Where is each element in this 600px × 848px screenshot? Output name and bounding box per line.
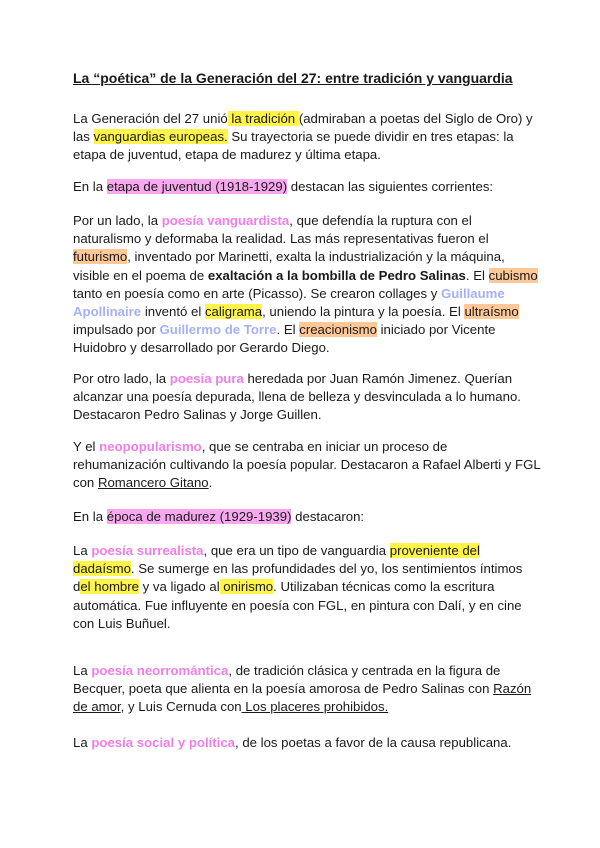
text: , de tradición clásica y centrada en la figura de Becquer, poeta que alienta en la poesía amorosa de Pedro Salinas con (73, 663, 501, 697)
text: . Utilizaban técnicas como la escritura automática. Fue influyente en poesía con FGL, en pintura con Dalí, y en cine con Luis Buñuel. (73, 579, 522, 631)
keyword-guillermo-de-torre: Guillermo de Torre (159, 322, 277, 338)
document-title: La “poética” de la Generación del 27: entre tradición y vanguardia (73, 70, 513, 86)
text: , de los poetas a favor de la causa republicana. (235, 735, 512, 750)
highlight-onirismo: onirismo (219, 579, 274, 595)
text: heredada por Juan Ramón Jimenez. Querían alcanzar una poesía depurada, llena de belleza y desvinculada a lo humano. Destacaron Pedro Salinas y Jorge Guillen. (73, 371, 521, 423)
underlined-razon-de-amor: Razón de amor (73, 681, 532, 715)
keyword-apollinaire: Guillaume Apollinaire (73, 285, 505, 320)
text: destacaron: (291, 509, 365, 524)
keyword-poesia-pura: poesía pura (169, 371, 244, 386)
text: (admiraban a poetas del Siglo de Oro) y las (73, 111, 533, 145)
highlight-dadaismo: proveniente del dadaísmo (73, 543, 480, 577)
vanguardista-paragraph (73, 212, 543, 358)
text: , que defendía la ruptura con el naturalismo y deformaba la realidad. Las más representativas fueron el (73, 213, 489, 247)
text: , que era un tipo de vanguardia (203, 543, 390, 558)
text: La (73, 663, 92, 678)
highlight-creacionismo: creacionismo (299, 322, 377, 338)
text: Y el (73, 439, 100, 454)
highlight-futurismo: futurismo (73, 249, 128, 265)
text: En la (73, 509, 107, 524)
text: y va ligado al (139, 579, 220, 595)
text: destacan las siguientes corrientes: (287, 179, 494, 194)
keyword-poesia-neoromantica: poesía neorromántica (91, 663, 229, 678)
text: . (208, 475, 213, 491)
text: tanto en poesía como en arte (Picasso). Se crearon collages y (73, 285, 441, 301)
neopopularismo-paragraph (73, 438, 543, 493)
text: Por un lado, la (73, 213, 162, 228)
text: . Se sumerge en las profundidades del yo, los sentimientos íntimos d (73, 561, 523, 595)
highlight-ultraismo: ultraísmo (464, 304, 519, 320)
text: inventó el (141, 304, 205, 320)
highlight-caligrama: caligrama (204, 304, 263, 320)
madurez-paragraph (73, 508, 543, 526)
highlight-el-hombre: el hombre (80, 579, 139, 595)
poesia-pura-paragraph (73, 370, 543, 425)
text: La (73, 543, 92, 558)
underlined-los-placeres-prohibidos: Los placeres prohibidos. (241, 699, 389, 715)
keyword-neopopularismo: neopopularismo (99, 439, 202, 454)
text: Por otro lado, la (73, 371, 170, 386)
text: Su trayectoria se puede dividir en tres etapas: la etapa de juventud, etapa de madurez y última etapa. (73, 129, 514, 163)
text: iniciado por Vicente Huidobro y desarrollado por Gerardo Diego. (73, 322, 496, 356)
text: , inventado por Marinetti, exalta la industrialización y la máquina, visible en el poema de (73, 249, 505, 283)
highlight-tradicion: la tradición (227, 111, 299, 126)
keyword-poesia-vanguardista: poesía vanguardista (161, 213, 290, 228)
text: En la (73, 179, 107, 194)
keyword-poesia-social-politica: poesía social y política (91, 735, 235, 750)
text: La (73, 735, 92, 750)
intro-paragraph (73, 110, 543, 165)
neoromantica-paragraph (73, 662, 543, 717)
text: La Generación del 27 unió (73, 111, 228, 126)
highlight-vanguardias: vanguardias europeas. (93, 129, 228, 145)
text: impulsado por (73, 322, 160, 338)
text: , que se centraba en iniciar un proceso de rehumanización cultivando la poesía popular. Destacaron a Rafael Alberti y FGL con (73, 439, 541, 491)
text: . El (465, 267, 489, 283)
text: , y Luis Cernuda con (120, 699, 242, 715)
highlight-cubismo: cubismo (488, 267, 538, 283)
highlight-etapa-juventud: etapa de juventud (1918-1929) (106, 179, 288, 194)
text: , uniendo la pintura y la poesía. El (262, 304, 465, 320)
text: . El (276, 322, 300, 338)
bold-exaltacion: exaltación a la bombilla de Pedro Salinas (207, 267, 466, 283)
underlined-romancero-gitano: Romancero Gitano (97, 475, 209, 491)
social-politica-paragraph (73, 734, 543, 752)
highlight-epoca-madurez: época de madurez (1929-1939) (106, 509, 292, 524)
keyword-poesia-surrealista: poesía surrealista (91, 543, 204, 558)
juventud-paragraph (73, 178, 543, 196)
surrealista-paragraph (73, 542, 543, 633)
